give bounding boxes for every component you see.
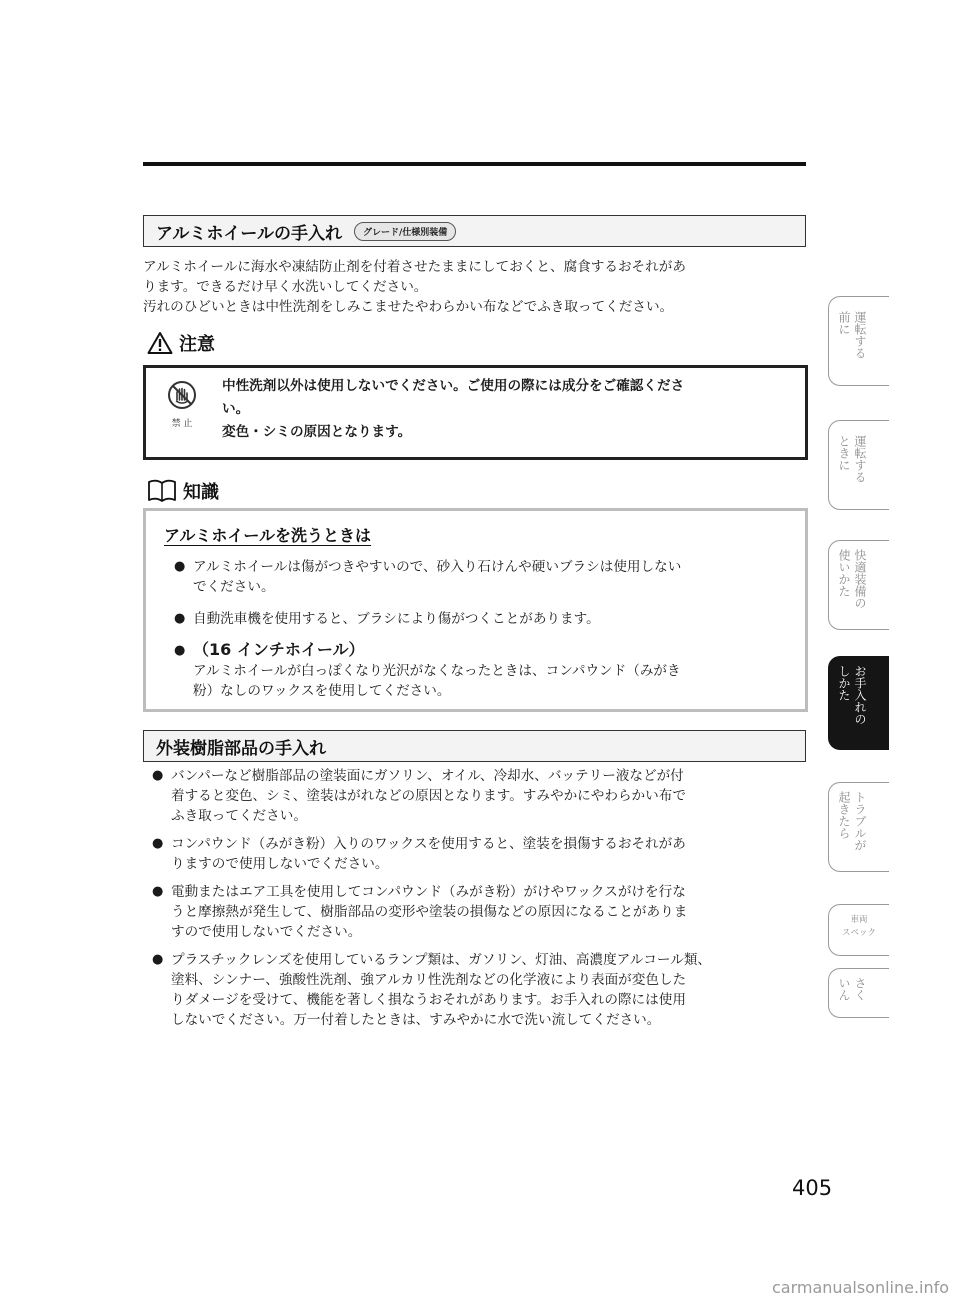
- item-line: コンパウンド（みがき粉）入りのワックスを使用すると、塗装を損傷するおそれがあ: [171, 836, 686, 852]
- top-rule: [143, 162, 806, 166]
- item-subheading: （16 インチホイール）: [193, 640, 365, 659]
- prohibited-label: 禁 止: [171, 419, 193, 429]
- caution-line: 変色・シミの原因となります。: [222, 424, 412, 440]
- tab-label: スペック: [841, 928, 876, 938]
- tab-before-driving[interactable]: [828, 296, 889, 386]
- tab-label: いん: [837, 977, 851, 1001]
- section-header-aluminum-wheel: [143, 215, 806, 247]
- prohibited-hand-icon: [167, 380, 197, 410]
- para-line: ります。できるだけ早く水洗いしてください。: [143, 279, 428, 295]
- bullet-icon: ●: [152, 836, 164, 851]
- knowledge-label: 知識: [183, 482, 219, 503]
- knowledge-list: [165, 557, 795, 713]
- list-item: [165, 557, 795, 597]
- prohibited-icon-group: [166, 380, 198, 432]
- caution-text: [222, 375, 794, 444]
- item-line: バンパーなど樹脂部品の塗装面にガソリン、オイル、冷却水、バッテリー液などが付: [171, 768, 684, 784]
- item-line: しないでください。万一付着したときは、すみやかに水で洗い流してください。: [171, 1012, 661, 1028]
- section-title: アルミホイールの手入れ: [156, 223, 342, 244]
- item-line: 粉）なしのワックスを使用してください。: [193, 683, 451, 699]
- bullet-icon: ●: [152, 768, 164, 783]
- tab-troubleshooting[interactable]: [828, 782, 889, 872]
- tab-label: 車両: [850, 915, 868, 925]
- exterior-resin-list: [143, 766, 807, 1038]
- knowledge-box-title: アルミホイールを洗うときは: [164, 526, 372, 545]
- tab-label: ときに: [837, 435, 851, 471]
- tab-label: 快適装備の: [853, 549, 867, 609]
- caution-line: 中性洗剤以外は使用しないでください。ご使用の際には成分をご確認くださ: [222, 378, 685, 394]
- list-item: [165, 609, 795, 629]
- section-header-exterior-resin: [143, 730, 806, 762]
- tab-label: 運転する: [853, 311, 867, 359]
- item-line: 自動洗車機を使用すると、ブラシにより傷がつくことがあります。: [193, 611, 600, 627]
- item-line: 着すると変色、シミ、塗装はがれなどの原因となります。すみやかにやわらかい布で: [171, 788, 686, 804]
- tab-index[interactable]: [828, 968, 889, 1018]
- knowledge-heading: [147, 478, 219, 504]
- para-line: 汚れのひどいときは中性洗剤をしみこませたやわらかい布などでふき取ってください。: [143, 299, 674, 315]
- item-line: りますので使用しないでください。: [171, 856, 389, 872]
- warning-triangle-icon: [147, 331, 173, 355]
- tab-label: さく: [853, 977, 867, 1001]
- item-line: うと摩擦熱が発生して、樹脂部品の変形や塗装の損傷などの原因になることがありま: [171, 904, 688, 920]
- tab-comfort-equipment[interactable]: [828, 540, 889, 630]
- tab-label: 起きたら: [837, 791, 851, 839]
- caution-box: [143, 365, 808, 460]
- tab-label: しかた: [837, 665, 851, 701]
- section-title: 外装樹脂部品の手入れ: [156, 738, 326, 759]
- item-line: 電動またはエア工具を使用してコンパウンド（みがき粉）がけやワックスがけを行な: [171, 884, 686, 900]
- item-line: アルミホイールが白っぽくなり光沢がなくなったときは、コンパウンド（みがき: [193, 663, 681, 679]
- item-line: 塗料、シンナー、強酸性洗剤、強アルカリ性洗剤などの化学液により表面が変色した: [171, 972, 687, 988]
- caution-line: い。: [222, 401, 250, 417]
- tab-label: お手入れの: [853, 665, 867, 725]
- caution-heading: [147, 330, 215, 356]
- tab-vehicle-specs[interactable]: [828, 904, 889, 956]
- item-line: ふき取ってください。: [171, 808, 307, 824]
- bullet-icon: ●: [174, 611, 186, 626]
- open-book-icon: [147, 478, 177, 504]
- tab-label: 使いかた: [837, 549, 851, 597]
- tab-while-driving[interactable]: [828, 420, 889, 510]
- page-number: 405: [792, 1176, 833, 1200]
- bullet-icon: ●: [152, 884, 164, 899]
- section1-paragraph: [143, 257, 808, 317]
- tab-label: トラブルが: [853, 791, 867, 851]
- caution-label: 注意: [179, 334, 215, 355]
- list-item: [143, 766, 807, 826]
- knowledge-box: [143, 508, 808, 712]
- tab-label: 前に: [837, 311, 851, 335]
- watermark: carmanualsonline.info: [772, 1278, 950, 1297]
- tab-label: 運転する: [853, 435, 867, 483]
- item-line: アルミホイールは傷がつきやすいので、砂入り石けんや硬いブラシは使用しない: [193, 559, 682, 575]
- list-item: [143, 950, 807, 1030]
- bullet-icon: ●: [174, 643, 186, 658]
- grade-badge: グレード/仕様別装備: [354, 222, 456, 241]
- bullet-icon: ●: [174, 559, 186, 574]
- bullet-icon: ●: [152, 952, 164, 967]
- list-item: [165, 639, 795, 701]
- item-line: でください。: [193, 579, 275, 595]
- list-item: [143, 834, 807, 874]
- list-item: [143, 882, 807, 942]
- item-line: すので使用しないでください。: [171, 924, 362, 940]
- tab-maintenance[interactable]: [828, 656, 889, 750]
- para-line: アルミホイールに海水や凍結防止剤を付着させたままにしておくと、腐食するおそれがあ: [143, 259, 686, 275]
- item-line: プラスチックレンズを使用しているランプ類は、ガソリン、灯油、高濃度アルコール類、: [171, 952, 712, 968]
- item-line: りダメージを受けて、機能を著しく損なうおそれがあります。お手入れの際には使用: [171, 992, 686, 1008]
